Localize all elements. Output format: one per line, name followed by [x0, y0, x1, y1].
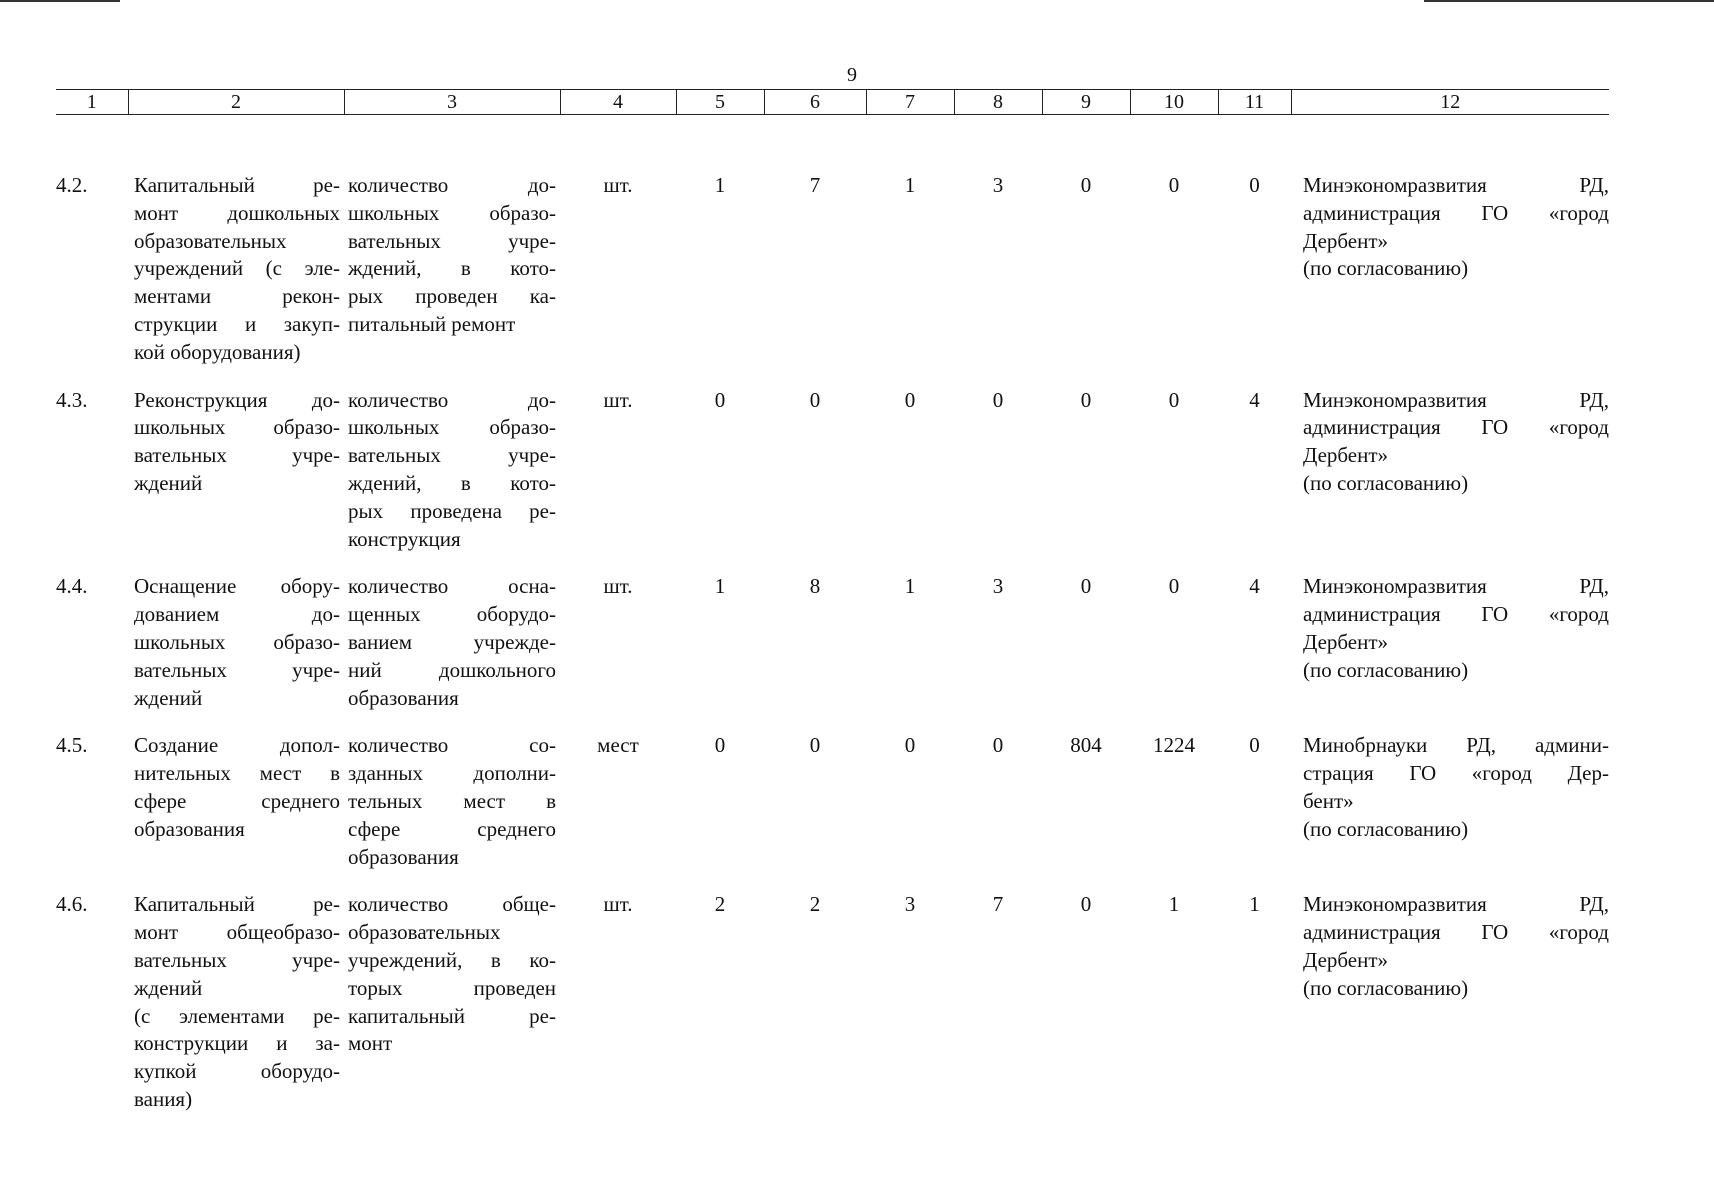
- activity-name-line: ждений: [134, 470, 203, 495]
- value-col-11: 0: [1249, 733, 1260, 758]
- row-number: 4.2.: [56, 173, 88, 197]
- value-col-5: 1: [714, 574, 726, 599]
- indicator-name: [344, 891, 560, 1058]
- value-col-8: 3: [992, 173, 1004, 197]
- activity-name: [128, 387, 344, 498]
- activity-name: [128, 732, 344, 843]
- responsible-executor-line: бент»: [1303, 788, 1354, 813]
- activity-name: [128, 891, 344, 1113]
- indicator-name-line: школьных образо-: [348, 200, 556, 225]
- indicator-name-line: образования: [348, 844, 459, 869]
- column-number-10: 10: [1130, 90, 1218, 115]
- value-col-8: 0: [992, 387, 1004, 412]
- activity-name: [128, 172, 344, 367]
- row-number: 4.5.: [56, 733, 88, 758]
- activity-name-line: монт дошкольных: [134, 200, 340, 225]
- indicator-name-line: образования: [348, 685, 459, 710]
- indicator-name: [344, 172, 560, 339]
- responsible-executor-line: Минэкономразвития РД,: [1303, 173, 1609, 197]
- value-col-8: 7: [992, 892, 1004, 917]
- indicator-name-line: количество со-: [348, 733, 556, 758]
- indicator-name-line: торых проведен: [348, 975, 556, 1000]
- responsible-executor: [1291, 891, 1609, 1002]
- value-col-7: 1: [904, 173, 916, 197]
- activity-name-line: ментами рекон-: [134, 284, 340, 309]
- table-body: [56, 172, 1609, 1134]
- value-col-5: 0: [714, 387, 726, 412]
- value-col-9: 0: [1080, 173, 1092, 197]
- value-col-9: 0: [1080, 387, 1092, 412]
- column-number-8: 8: [954, 90, 1042, 115]
- row-number: 4.3.: [56, 387, 88, 412]
- responsible-executor-line: Дербент»: [1303, 947, 1389, 972]
- column-number-9: 9: [1042, 90, 1130, 115]
- indicator-name-line: образовательных: [348, 920, 501, 945]
- unit-of-measure: мест: [597, 733, 639, 758]
- responsible-executor-line: (по согласованию): [1303, 470, 1469, 495]
- column-number-6: 6: [764, 90, 866, 115]
- value-col-7: 0: [904, 387, 916, 412]
- scan-edge-mark-right: [1424, 0, 1714, 2]
- responsible-executor-line: (по согласованию): [1303, 657, 1469, 682]
- activity-name-line: Капитальный ре-: [134, 892, 340, 917]
- activity-name-line: школьных образо-: [134, 629, 340, 654]
- page-number: 9: [847, 64, 857, 86]
- activity-name-line: ждений: [134, 685, 203, 710]
- value-col-5: 0: [714, 733, 726, 758]
- value-col-6: 0: [809, 733, 821, 758]
- activity-name-line: вательных учре-: [134, 947, 340, 972]
- activity-name-line: (с элементами ре-: [134, 1003, 340, 1028]
- activity-name-line: сфере среднего: [134, 788, 340, 813]
- activity-name-line: образования: [134, 816, 245, 841]
- responsible-executor-line: (по согласованию): [1303, 256, 1469, 281]
- column-number-1: 1: [56, 90, 128, 115]
- indicator-name-line: монт: [348, 1031, 393, 1056]
- value-col-6: 0: [809, 387, 821, 412]
- responsible-executor-line: администрация ГО «город: [1303, 415, 1609, 440]
- column-number-header: [56, 89, 1609, 115]
- value-col-9: 0: [1080, 574, 1092, 599]
- column-number-12: 12: [1291, 90, 1609, 115]
- indicator-name-line: ний дошкольного: [348, 657, 556, 682]
- unit-of-measure: шт.: [603, 387, 633, 412]
- activity-name-line: монт общеобразо-: [134, 920, 340, 945]
- value-col-9: 804: [1070, 733, 1102, 758]
- value-col-10: 0: [1168, 387, 1180, 412]
- value-col-10: 0: [1168, 173, 1180, 197]
- indicator-name-line: капитальный ре-: [348, 1003, 556, 1028]
- responsible-executor-line: Минэкономразвития РД,: [1303, 387, 1609, 412]
- value-col-11: 1: [1249, 892, 1260, 917]
- indicator-name-line: сфере среднего: [348, 816, 556, 841]
- responsible-executor-line: администрация ГО «город: [1303, 920, 1609, 945]
- value-col-11: 4: [1249, 387, 1260, 412]
- row-number: 4.6.: [56, 892, 88, 917]
- activity-name-line: Капитальный ре-: [134, 173, 340, 197]
- indicator-name: [344, 573, 560, 712]
- value-col-6: 7: [809, 173, 821, 197]
- indicator-name-line: рых проведен ка-: [348, 284, 556, 309]
- indicator-name-line: учреждений, в ко-: [348, 947, 556, 972]
- value-col-6: 2: [809, 892, 821, 917]
- responsible-executor-line: (по согласованию): [1303, 975, 1469, 1000]
- activity-name-line: ждений: [134, 975, 203, 1000]
- indicator-name: [344, 732, 560, 871]
- value-col-5: 1: [714, 173, 726, 197]
- activity-name-line: купкой оборудо-: [134, 1059, 340, 1084]
- value-col-10: 0: [1168, 574, 1180, 599]
- responsible-executor: [1291, 172, 1609, 283]
- indicator-name-line: ждений, в кото-: [348, 256, 556, 281]
- table-row: [56, 732, 1609, 871]
- table-row: [56, 891, 1609, 1113]
- table-row: [56, 172, 1609, 367]
- value-col-11: 4: [1249, 574, 1260, 599]
- value-col-7: 0: [904, 733, 916, 758]
- activity-name-line: нительных мест в: [134, 761, 340, 786]
- responsible-executor-line: Дербент»: [1303, 228, 1389, 253]
- value-col-10: 1224: [1153, 733, 1195, 758]
- column-number-3: 3: [344, 90, 560, 115]
- indicator-name-line: количество до-: [348, 387, 556, 412]
- activity-name-line: вания): [134, 1086, 193, 1111]
- indicator-name-line: питальный ремонт: [348, 311, 516, 336]
- value-col-10: 1: [1168, 892, 1180, 917]
- indicator-name-line: вательных учре-: [348, 443, 556, 468]
- value-col-9: 0: [1080, 892, 1092, 917]
- responsible-executor-line: (по согласованию): [1303, 816, 1469, 841]
- responsible-executor: [1291, 387, 1609, 498]
- unit-of-measure: шт.: [603, 574, 633, 599]
- activity-name-line: учреждений (с эле-: [134, 256, 340, 281]
- table-row: [56, 573, 1609, 712]
- indicator-name-line: зданных дополни-: [348, 761, 556, 786]
- value-col-7: 1: [904, 574, 916, 599]
- activity-name-line: вательных учре-: [134, 443, 340, 468]
- indicator-name: [344, 387, 560, 554]
- responsible-executor-line: администрация ГО «город: [1303, 200, 1609, 225]
- column-number-11: 11: [1218, 90, 1291, 115]
- activity-name: [128, 573, 344, 712]
- activity-name-line: конструкции и за-: [134, 1031, 340, 1056]
- value-col-8: 0: [992, 733, 1004, 758]
- value-col-6: 8: [809, 574, 821, 599]
- row-number: 4.4.: [56, 574, 88, 599]
- table-row: [56, 387, 1609, 554]
- indicator-name-line: щенных оборудо-: [348, 602, 556, 627]
- activity-name-line: образовательных: [134, 228, 287, 253]
- indicator-name-line: рых проведена ре-: [348, 498, 556, 523]
- value-col-7: 3: [904, 892, 916, 917]
- activity-name-line: Реконструкция до-: [134, 387, 340, 412]
- unit-of-measure: шт.: [603, 892, 633, 917]
- activity-name-line: школьных образо-: [134, 415, 340, 440]
- activity-name-line: кой оборудования): [134, 339, 301, 364]
- responsible-executor-line: страция ГО «город Дер-: [1303, 761, 1609, 786]
- responsible-executor-line: администрация ГО «город: [1303, 602, 1609, 627]
- activity-name-line: дованием до-: [134, 602, 340, 627]
- activity-name-line: Оснащение обору-: [134, 574, 340, 599]
- value-col-5: 2: [714, 892, 726, 917]
- column-number-7: 7: [866, 90, 954, 115]
- indicator-name-line: конструкция: [348, 526, 461, 551]
- responsible-executor: [1291, 573, 1609, 684]
- responsible-executor: [1291, 732, 1609, 843]
- column-number-4: 4: [560, 90, 676, 115]
- activity-name-line: Создание допол-: [134, 733, 340, 758]
- indicator-name-line: количество до-: [348, 173, 556, 197]
- indicator-name-line: ждений, в кото-: [348, 470, 556, 495]
- value-col-11: 0: [1249, 173, 1260, 197]
- indicator-name-line: ванием учрежде-: [348, 629, 556, 654]
- indicator-name-line: количество обще-: [348, 892, 556, 917]
- responsible-executor-line: Минэкономразвития РД,: [1303, 892, 1609, 917]
- responsible-executor-line: Минэкономразвития РД,: [1303, 574, 1609, 599]
- column-number-5: 5: [676, 90, 764, 115]
- unit-of-measure: шт.: [603, 173, 633, 197]
- responsible-executor-line: Минобрнауки РД, админи-: [1303, 733, 1609, 758]
- responsible-executor-line: Дербент»: [1303, 629, 1389, 654]
- responsible-executor-line: Дербент»: [1303, 443, 1389, 468]
- scan-edge-mark-left: [0, 0, 120, 2]
- activity-name-line: вательных учре-: [134, 657, 340, 682]
- activity-name-line: струкции и закуп-: [134, 311, 340, 336]
- value-col-8: 3: [992, 574, 1004, 599]
- indicator-name-line: вательных учре-: [348, 228, 556, 253]
- indicator-name-line: количество осна-: [348, 574, 556, 599]
- column-number-2: 2: [128, 90, 344, 115]
- indicator-name-line: тельных мест в: [348, 788, 556, 813]
- indicator-name-line: школьных образо-: [348, 415, 556, 440]
